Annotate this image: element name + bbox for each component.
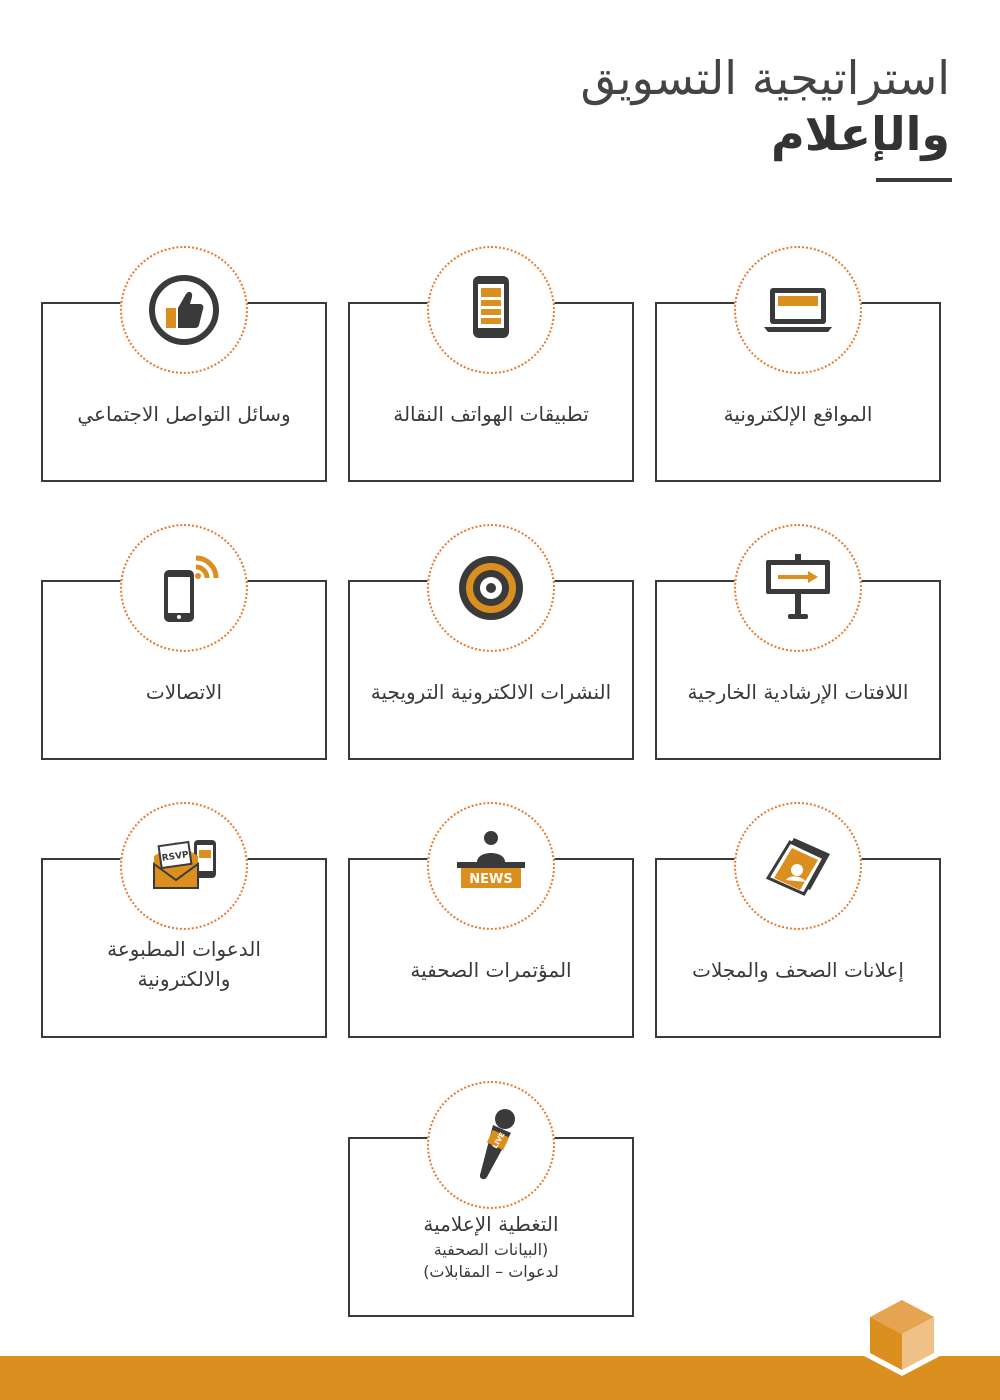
card-label-line2: والالكترونية bbox=[137, 967, 231, 991]
card-e-newsletters bbox=[348, 580, 634, 760]
card-icon-circle bbox=[734, 802, 862, 930]
title-underline bbox=[876, 178, 952, 182]
card-icon-circle bbox=[427, 524, 555, 652]
billboard-icon bbox=[760, 550, 836, 626]
card-billboards bbox=[655, 580, 941, 760]
card-label-line1: الدعوات المطبوعة bbox=[107, 937, 261, 961]
card-label: إعلانات الصحف والمجلات bbox=[692, 958, 904, 982]
page-title-line2: والإعلام bbox=[771, 107, 950, 161]
cube-logo-icon bbox=[862, 1292, 942, 1378]
card-icon-circle bbox=[120, 246, 248, 374]
rsvp-badge-text: RSVP bbox=[161, 850, 190, 864]
card-icon-circle bbox=[734, 524, 862, 652]
laptop-icon bbox=[760, 272, 836, 348]
card-social-media bbox=[41, 302, 327, 482]
card-press-conferences bbox=[348, 858, 634, 1038]
card-media-coverage bbox=[348, 1131, 634, 1317]
card-label: المواقع الإلكترونية bbox=[723, 402, 873, 426]
phone-signal-icon bbox=[146, 550, 222, 626]
newspaper-icon bbox=[760, 828, 836, 904]
news-badge-text: NEWS bbox=[469, 872, 513, 887]
thumbs-up-icon bbox=[146, 272, 222, 348]
card-invitations bbox=[41, 850, 327, 1038]
card-icon-circle bbox=[427, 1081, 555, 1209]
card-label-main: التغطية الإعلامية bbox=[423, 1212, 559, 1236]
card-label-sub1: (البيانات الصحفية bbox=[433, 1240, 549, 1259]
card-communications bbox=[41, 580, 327, 760]
card-label-sub2: لدعوات – المقابلات) bbox=[423, 1262, 559, 1281]
card-icon-circle bbox=[120, 802, 248, 930]
card-label: الاتصالات bbox=[145, 680, 223, 704]
card-label: اللافتات الإرشادية الخارجية bbox=[687, 680, 909, 704]
card-icon-circle bbox=[120, 524, 248, 652]
card-icon-circle bbox=[427, 802, 555, 930]
footer-bar bbox=[0, 1356, 1000, 1400]
card-label: وسائل التواصل الاجتماعي bbox=[77, 402, 291, 426]
card-label: تطبيقات الهواتف النقالة bbox=[393, 402, 589, 426]
news-podium-icon bbox=[453, 828, 529, 904]
mobile-app-icon bbox=[453, 272, 529, 348]
card-icon-circle bbox=[427, 246, 555, 374]
card-mobile-apps bbox=[348, 302, 634, 482]
card-label bbox=[49, 934, 319, 994]
card-icon-circle bbox=[734, 246, 862, 374]
card-label: النشرات الالكترونية الترويجية bbox=[370, 680, 612, 704]
rsvp-envelope-icon bbox=[146, 828, 222, 904]
card-label: المؤتمرات الصحفية bbox=[410, 958, 572, 982]
card-press-ads bbox=[655, 858, 941, 1038]
page-header bbox=[580, 50, 950, 162]
live-microphone-icon bbox=[453, 1107, 529, 1183]
card-label bbox=[356, 1209, 626, 1283]
page-title-line1: استراتيجية التسويق bbox=[580, 51, 950, 105]
target-icon bbox=[453, 550, 529, 626]
live-badge-text: LIVE bbox=[491, 1131, 507, 1150]
card-websites bbox=[655, 302, 941, 482]
